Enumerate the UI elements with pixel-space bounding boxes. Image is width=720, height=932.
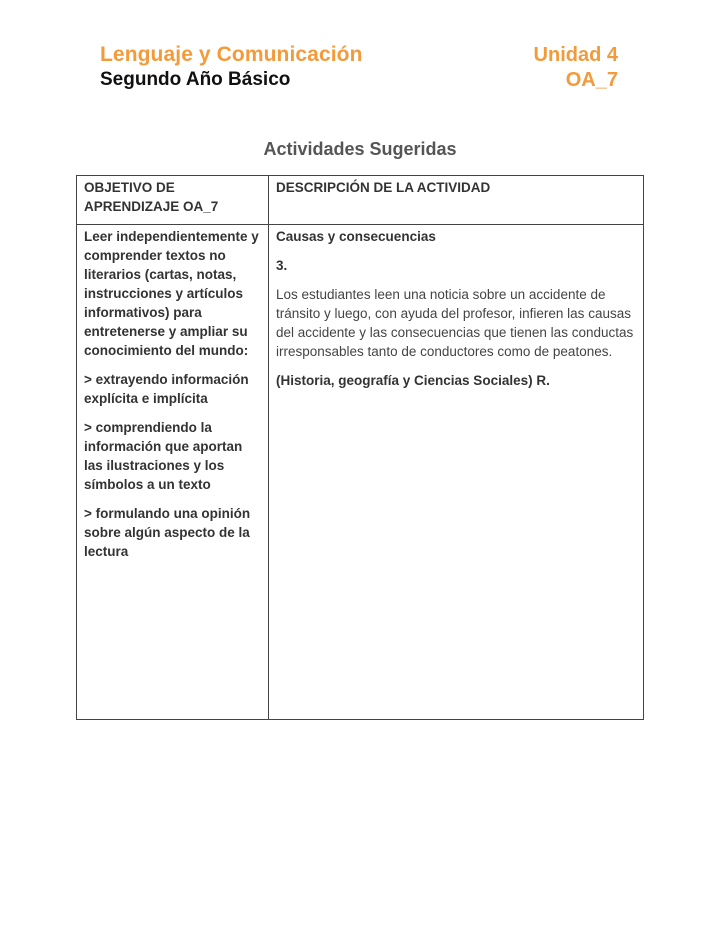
- objective-point: > formulando una opinión sobre algún aspecto de la lectura: [84, 506, 251, 559]
- table-row: [77, 225, 644, 720]
- objective-cell: [77, 225, 269, 720]
- description-column-header: DESCRIPCIÓN DE LA ACTIVIDAD: [269, 176, 644, 225]
- section-title: Actividades Sugeridas: [263, 139, 457, 159]
- document-header-right: [534, 42, 618, 92]
- objective-point: > comprendiendo la información que aportan las ilustraciones y los símbolos a un texto: [84, 420, 243, 492]
- description-cell: [269, 225, 644, 720]
- subject-title: Lenguaje y Comunicación: [100, 43, 363, 66]
- related-subject: (Historia, geografía y Ciencias Sociales) R.: [276, 373, 550, 388]
- table-header-row: [77, 176, 644, 225]
- activity-title: Causas y consecuencias: [276, 229, 436, 244]
- document-header-left: [100, 42, 363, 92]
- oa-code: OA_7: [565, 69, 618, 91]
- unit-label: Unidad 4: [533, 44, 618, 66]
- objective-intro: Leer independientemente y comprender textos no literarios (cartas, notas, instrucciones y artículos informativos) para entretenerse y ampliar su conocimiento del mundo:: [84, 229, 259, 358]
- activity-number: 3.: [276, 258, 288, 273]
- grade-level: Segundo Año Básico: [100, 69, 291, 90]
- activities-table: [76, 175, 644, 720]
- objective-point: > extrayendo información explícita e implícita: [84, 372, 249, 406]
- objective-column-header: OBJETIVO DE APRENDIZAJE OA_7: [77, 176, 269, 225]
- activity-body: Los estudiantes leen una noticia sobre un accidente de tránsito y luego, con ayuda del profesor, infieren las causas del accidente y las consecuencias que tienen las conductas irresponsables tanto de conductores como de peatones.: [276, 287, 634, 359]
